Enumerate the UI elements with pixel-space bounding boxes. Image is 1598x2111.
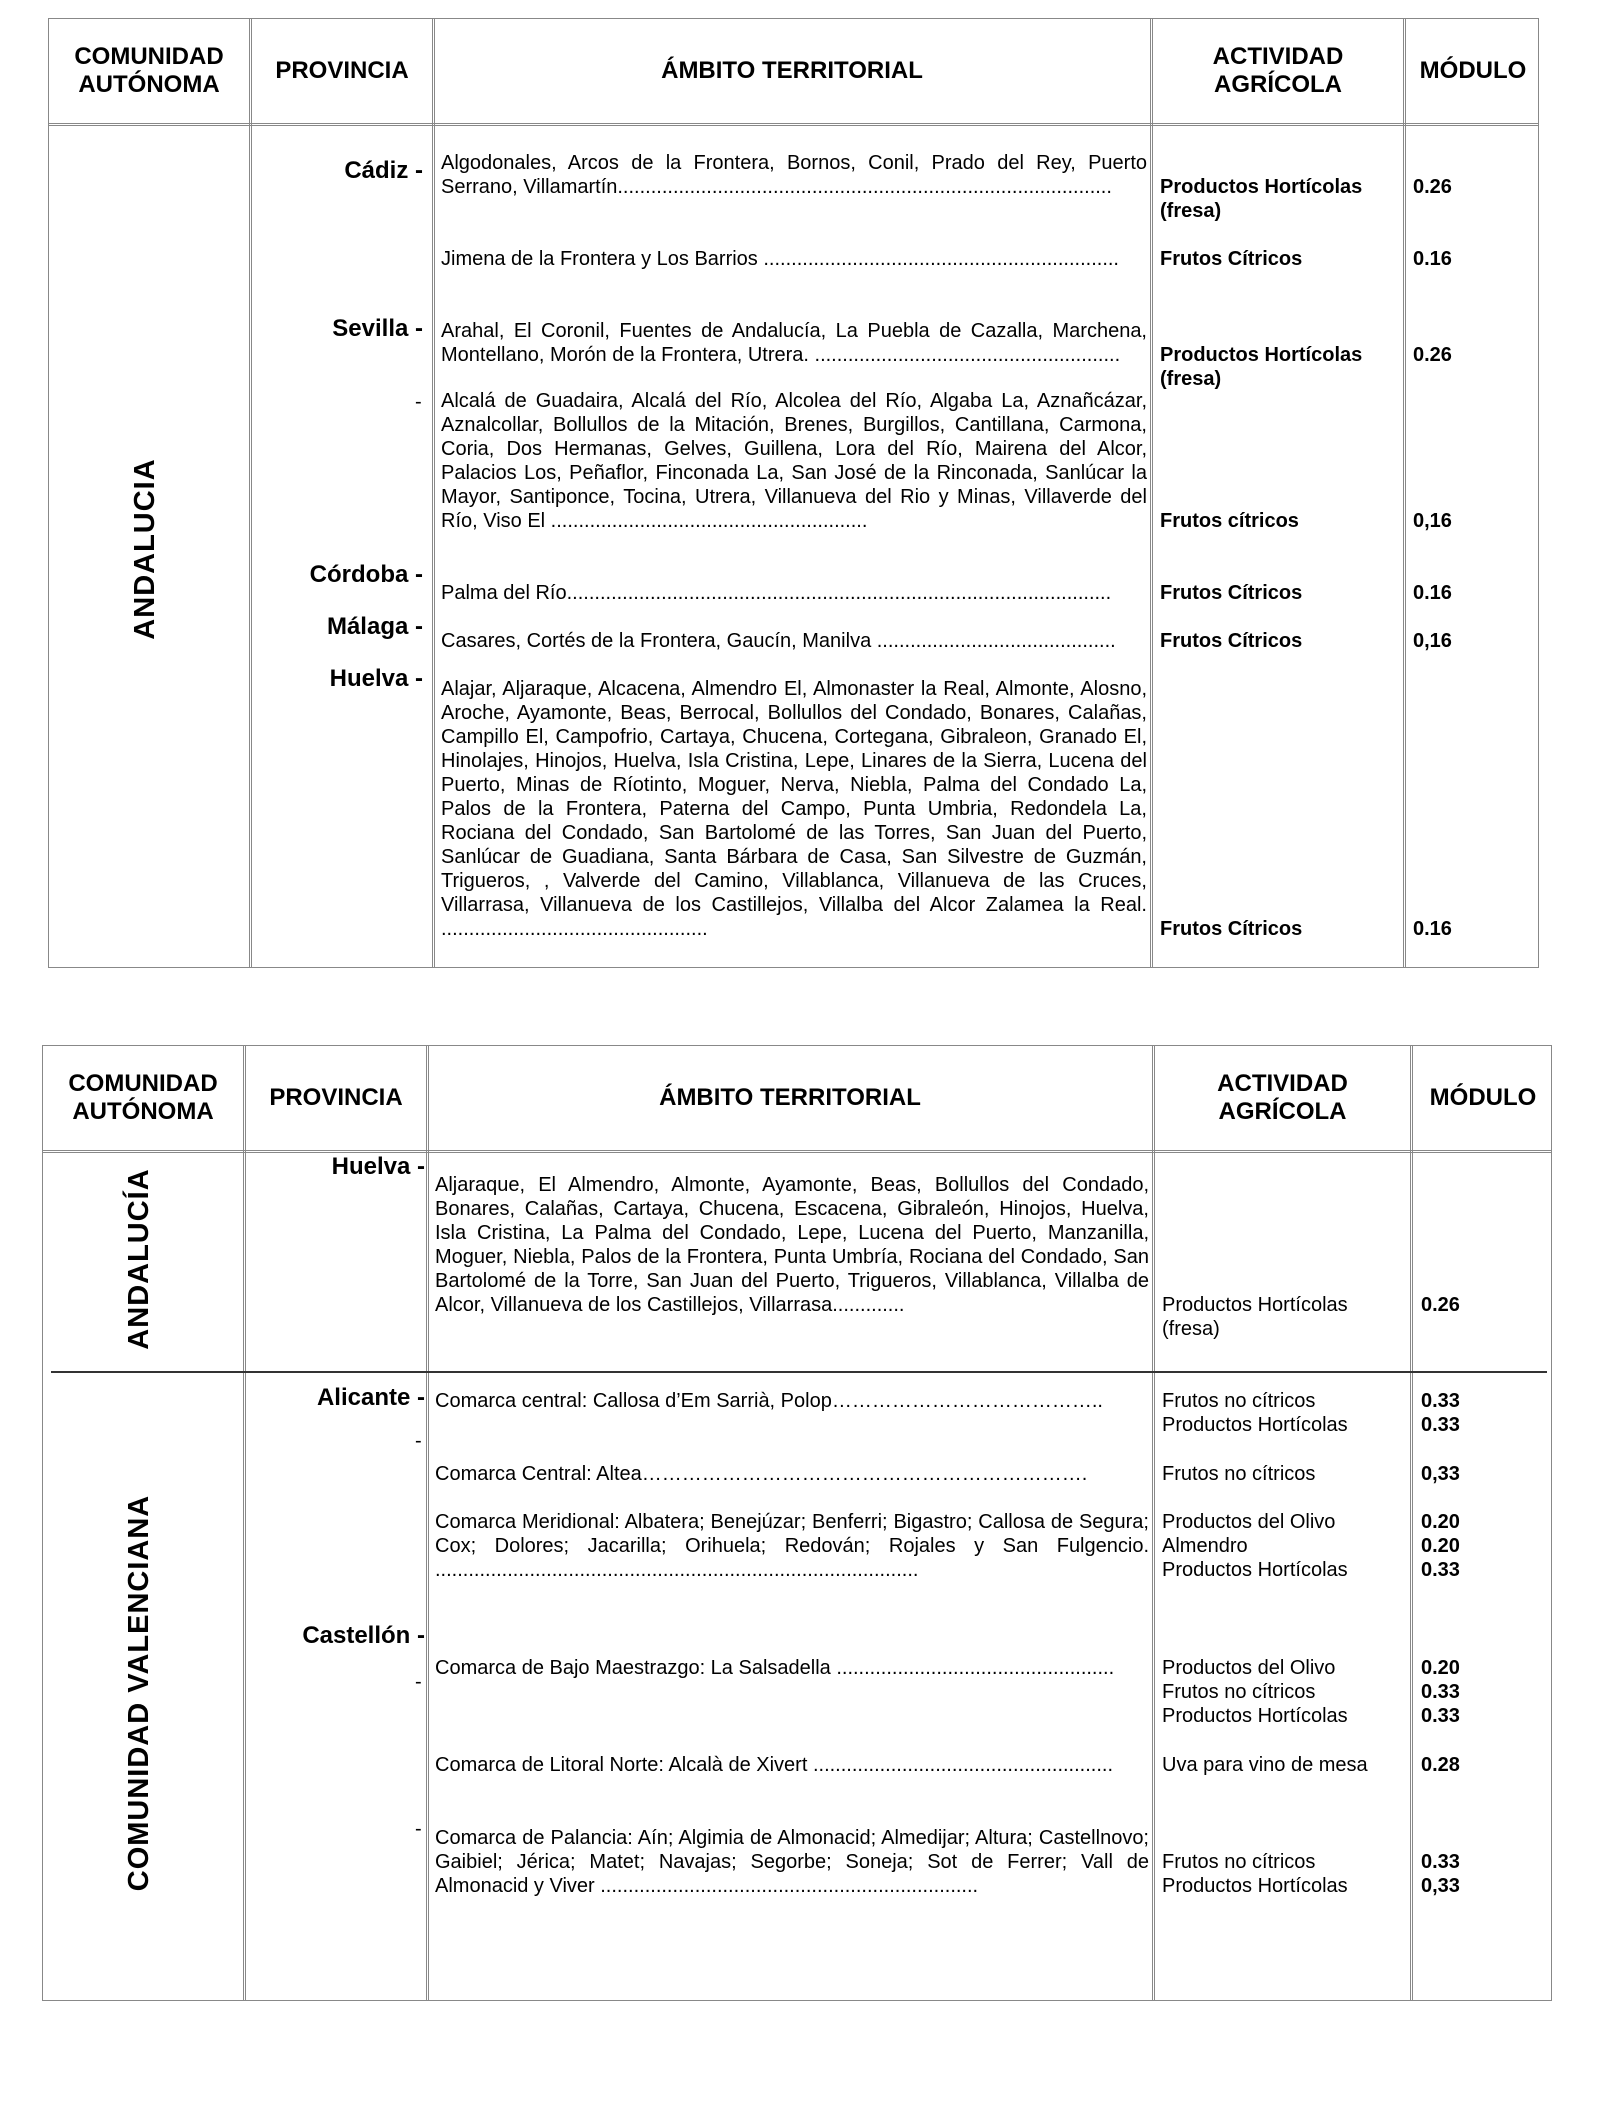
header-provincia: PROVINCIA <box>269 1084 403 1111</box>
ambito-text: Jimena de la Frontera y Los Barrios ................................................................ <box>441 248 1119 270</box>
ambito-text: Casares, Cortés de la Frontera, Gaucín, Manilva ........................................... <box>441 630 1116 652</box>
modulo-value: 0.16 <box>1413 248 1452 270</box>
ambito-text: Comarca central: Callosa d’Em Sarrià, Polop………………………………….. <box>435 1390 1103 1412</box>
actividad-text: Frutos cítricos <box>1160 510 1299 532</box>
header-provincia: PROVINCIA <box>275 57 409 84</box>
actividad-text: Frutos no cítricos Productos Hortícolas <box>1162 1851 1348 1897</box>
actividad-text: Frutos Cítricos <box>1160 248 1303 270</box>
column-divider <box>432 19 435 967</box>
column-divider <box>1150 19 1153 967</box>
header-actividad: ACTIVIDAD AGRÍCOLA <box>1217 1070 1348 1125</box>
table-andalucia-1 <box>48 18 1539 968</box>
modulo-value: 0.20 0.33 0.33 <box>1421 1657 1460 1727</box>
column-divider <box>1410 1046 1413 2000</box>
column-divider <box>243 1046 246 2000</box>
modulo-value: 0,16 <box>1413 510 1452 532</box>
actividad-text: Frutos Cítricos <box>1160 630 1303 652</box>
provincia-cordoba: Córdoba - <box>309 561 423 588</box>
actividad-text: Frutos no cítricos <box>1162 1463 1316 1485</box>
ambito-text: Comarca de Palancia: Aín; Algimia de Almonacid; Almedijar; Altura; Castellnovo; Gaibiel; Jérica; Matet; Navajas; Segorbe; Soneja; Sot de Ferrer; Vall de Almonacid y Viver .................................................................... <box>435 1827 1149 1897</box>
modulo-value: 0,33 <box>1421 1463 1460 1485</box>
provincia-malaga: Málaga - <box>326 613 423 640</box>
table-header <box>49 19 1538 126</box>
ambito-text: Comarca de Bajo Maestrazgo: La Salsadella .................................................. <box>435 1657 1115 1679</box>
actividad-text: Productos del Olivo Almendro Productos Hortícolas <box>1162 1511 1348 1581</box>
header-modulo: MÓDULO <box>1429 1084 1537 1111</box>
ambito-text: Alajar, Aljaraque, Alcacena, Almendro El, Almonaster la Real, Almonte, Alosno, Aroche, Ayamonte, Beas, Berrocal, Bollullos del Condado, Bonares, Calañas, Campillo El, Campofrio, Cartaya, Chucena, Cortegana, Gibraleon, Granado El, Hinolajes, Hinojos, Huelva, Isla Cristina, Lepe, Linares de la Sierra, Lucena del Puerto, Minas de Ríotinto, Moguer, Nerva, Niebla, Palma del Condado La, Palos de la Frontera, Paterna del Campo, Punta Umbria, Redondela La, Rociana del Condado, San Bartolomé de las Torres, San Juan del Puerto, Sanlúcar de Guadiana, Santa Bárbara de Casa, San Silvestre de Guzmán, Trigueros, , Valverde del Camino, Villablanca, Villanueva de las Cruces, Villarrasa, Villanueva de los Castillejos, Villalba del Alcor Zalamea la Real. ................................................ <box>441 678 1147 940</box>
modulo-value: 0.16 <box>1413 582 1452 604</box>
header-ambito: ÁMBITO TERRITORIAL <box>659 1084 921 1111</box>
modulo-value: 0.26 <box>1413 344 1452 366</box>
comunidad-label-valenciana: COMUNIDAD VALENCIANA <box>123 1494 155 1892</box>
header-comunidad: COMUNIDAD AUTÓNOMA <box>74 43 224 98</box>
comunidad-label: ANDALUCIA <box>129 458 161 640</box>
provincia-dash: - <box>415 1671 422 1693</box>
provincia-alicante: Alicante - <box>316 1384 425 1411</box>
provincia-dash: - <box>415 1430 422 1452</box>
provincia-huelva: Huelva - <box>331 1153 425 1180</box>
ambito-text: Palma del Río.................................................................................................. <box>441 582 1112 604</box>
ambito-text: Comarca Central: Altea…………………………………………………………. <box>435 1463 1088 1485</box>
actividad-text: Productos Hortícolas (fresa) <box>1162 1294 1348 1340</box>
modulo-value: 0.33 0,33 <box>1421 1851 1460 1897</box>
modulo-value: 0.26 <box>1421 1294 1460 1316</box>
modulo-value: 0.20 0.20 0.33 <box>1421 1511 1460 1581</box>
actividad-text: Productos Hortícolas (fresa) <box>1160 344 1363 390</box>
ambito-text: Algodonales, Arcos de la Frontera, Bornos, Conil, Prado del Rey, Puerto Serrano, Villamartín......................................................................................... <box>441 152 1147 198</box>
provincia-huelva: Huelva - <box>329 665 423 692</box>
column-divider <box>249 19 252 967</box>
ambito-text: Comarca Meridional: Albatera; Benejúzar; Benferri; Bigastro; Callosa de Segura; Cox; Dolores; Jacarilla; Orihuela; Redován; Rojales y San Fulgencio. ....................................................................................... <box>435 1511 1149 1581</box>
table-andalucia-valenciana <box>42 1045 1552 2001</box>
comunidad-label-andalucia: ANDALUCÍA <box>123 1168 155 1350</box>
provincia-dash: - <box>415 1818 422 1840</box>
modulo-value: 0,16 <box>1413 630 1452 652</box>
modulo-value: 0.28 <box>1421 1754 1460 1776</box>
ambito-text: Comarca de Litoral Norte: Alcalà de Xivert ...................................................... <box>435 1754 1114 1776</box>
section-divider <box>51 1371 1547 1373</box>
provincia-sevilla: Sevilla - <box>332 315 423 342</box>
ambito-text: Arahal, El Coronil, Fuentes de Andalucía, La Puebla de Cazalla, Marchena, Montellano, Morón de la Frontera, Utrera. ....................................................... <box>441 320 1147 366</box>
table-header <box>43 1046 1551 1153</box>
provincia-dash: - <box>415 391 422 413</box>
ambito-text: Alcalá de Guadaira, Alcalá del Río, Alcolea del Río, Algaba La, Aznañcázar, Aznalcollar, Bollullos de la Mitación, Brenes, Burgillos, Cantillana, Carmona, Coria, Dos Hermanas, Gelves, Guillena, Lora del Río, Mairena del Alcor, Palacios Los, Peñaflor, Finconada La, San José de la Rinconada, Sanlúcar la Mayor, Santiponce, Tocina, Utrera, Villanueva del Rio y Minas, Villaverde del Río, Viso El ......................................................... <box>441 390 1147 532</box>
header-actividad: ACTIVIDAD AGRÍCOLA <box>1212 43 1344 98</box>
provincia-castellon: Castellón - <box>302 1622 425 1649</box>
modulo-value: 0.26 <box>1413 176 1452 198</box>
column-divider <box>426 1046 429 2000</box>
actividad-text: Uva para vino de mesa <box>1162 1754 1368 1776</box>
column-divider <box>1152 1046 1155 2000</box>
column-divider <box>1403 19 1406 967</box>
header-comunidad: COMUNIDAD AUTÓNOMA <box>68 1070 218 1125</box>
actividad-text: Productos del Olivo Frutos no cítricos Productos Hortícolas <box>1162 1657 1348 1727</box>
actividad-text: Frutos Cítricos <box>1160 918 1303 940</box>
ambito-text: Aljaraque, El Almendro, Almonte, Ayamonte, Beas, Bollullos del Condado, Bonares, Calañas, Cartaya, Chucena, Escacena, Gibraleón, Hinojos, Huelva, Isla Cristina, La Palma del Condado, Lepe, Lucena del Puerto, Manzanilla, Moguer, Niebla, Palos de la Frontera, Punta Umbría, Rociana del Condado, San Bartolomé de la Torre, San Juan del Puerto, Trigueros, Villablanca, Villalba de Alcor, Villanueva de los Castillejos, Villarrasa............. <box>435 1174 1149 1316</box>
actividad-text: Frutos Cítricos <box>1160 582 1303 604</box>
actividad-text: Productos Hortícolas (fresa) <box>1160 176 1363 222</box>
header-modulo: MÓDULO <box>1419 57 1527 84</box>
modulo-value: 0.16 <box>1413 918 1452 940</box>
header-ambito: ÁMBITO TERRITORIAL <box>661 57 923 84</box>
provincia-cadiz: Cádiz - <box>344 157 423 184</box>
modulo-value: 0.33 0.33 <box>1421 1390 1460 1436</box>
actividad-text: Frutos no cítricos Productos Hortícolas <box>1162 1390 1348 1436</box>
